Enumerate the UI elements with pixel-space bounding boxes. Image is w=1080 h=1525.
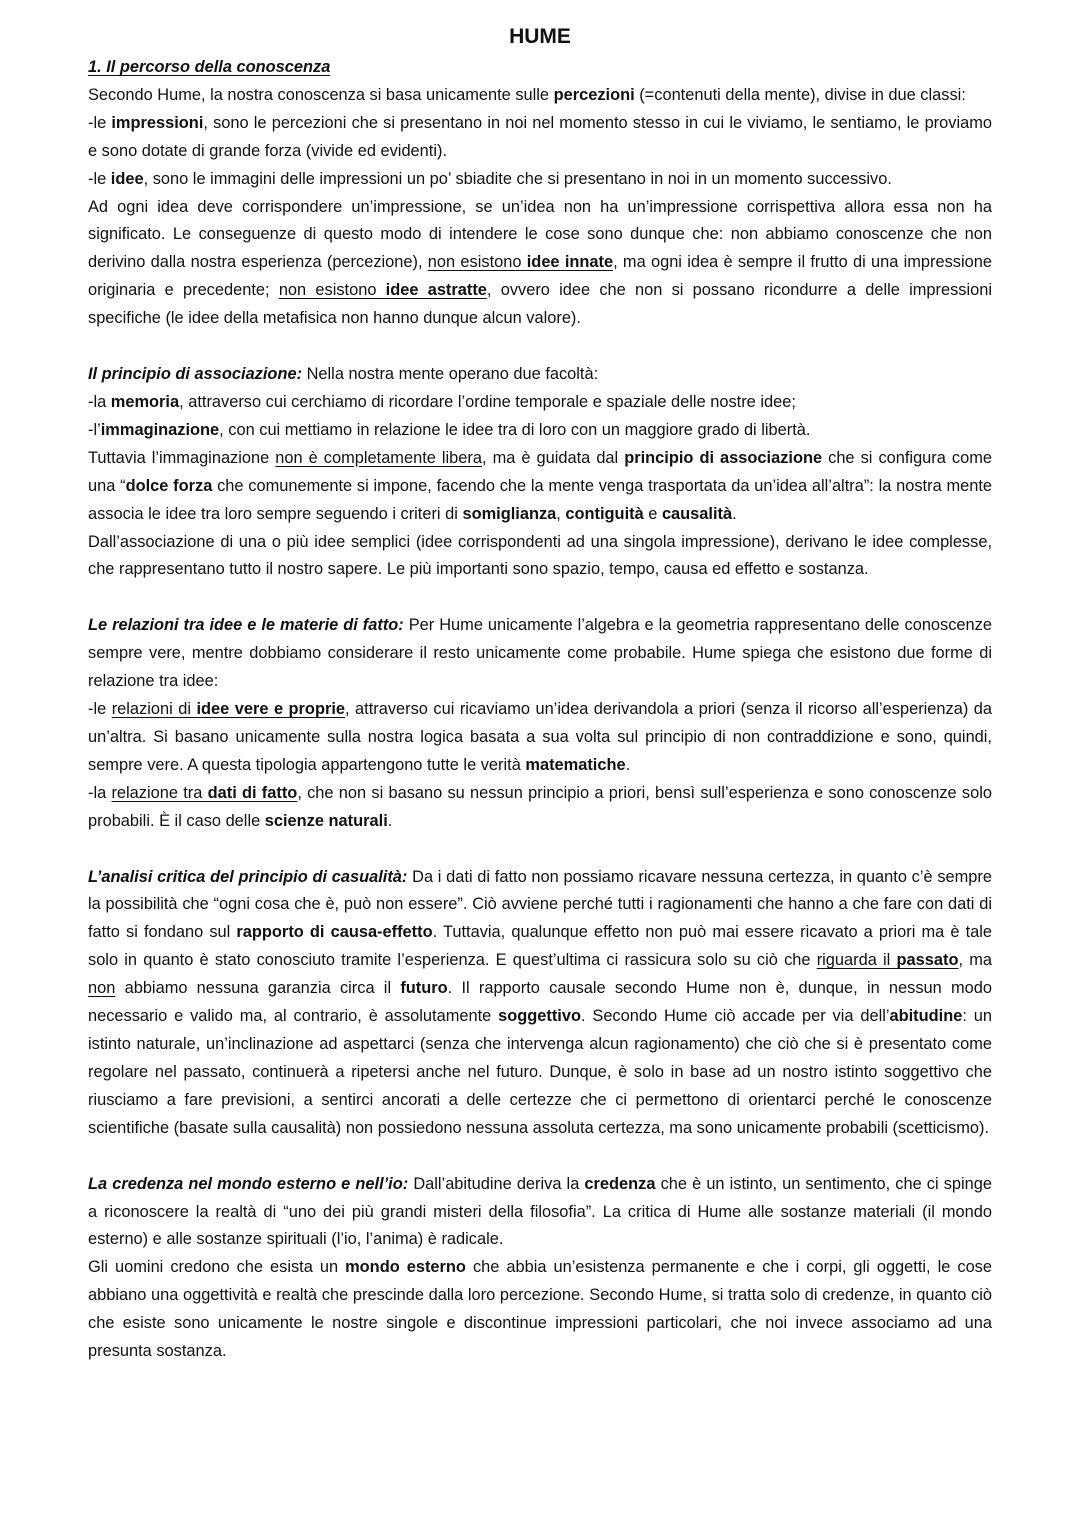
paragraph: -la memoria, attraverso cui cerchiamo di ricordare l’ordine temporale e spaziale delle nostre idee;: [88, 392, 796, 411]
paragraph: -l’immaginazione, con cui mettiamo in relazione le idee tra di loro con un maggiore grado di libertà.: [88, 420, 811, 439]
keyword-impressioni: impressioni: [111, 113, 204, 132]
paragraph: Ad ogni idea deve corrispondere un’impressione, se un’idea non ha un’impressione corrispettiva allora essa non ha significato. Le conseguenze di questo modo di intendere le cose sono dunque che: non abbiamo conoscenze che non derivino dalla nostra esperienza (percezione), non esistono idee innate, ma ogni idea è sempre il frutto di una impressione originaria e precedente; non esistono idee astratte, ovvero idee che non si possano ricondurre a delle impressioni specifiche (le idee della metafisica non hanno dunque alcun valore).: [88, 197, 992, 328]
paragraph: -le impressioni, sono le percezioni che si presentano in noi nel momento stesso in cui le viviamo, le sentiamo, le proviamo e sono dotate di grande forza (vivide ed evidenti).: [88, 113, 992, 160]
paragraph: L’analisi critica del principio di casualità: Da i dati di fatto non possiamo ricavare nessuna certezza, in quanto c’è sempre la possibilità che “ogni cosa che è, può non essere”. Ciò avviene perché tutti i ragionamenti che hanno a che fare con dati di fatto si fondano sul rapporto di causa-effetto. Tuttavia, qualunque effetto non può mai essere ricavato a priori ma è tale solo in quanto è stato conosciuto tramite l’esperienza. E quest’ultima ci rassicura solo su ciò che riguarda il passato, ma non abbiamo nessuna garanzia circa il futuro. Il rapporto causale secondo Hume non è, dunque, in nessun modo necessario e valido ma, al contrario, è assolutamente soggettivo. Secondo Hume ciò accade per via dell’abitudine: un istinto naturale, un’inclinazione ad aspettarci (senza che intervenga alcun ragionamento) che ciò che si è presentato come regolare nel passato, continuerà a ripetersi anche nel futuro. Dunque, è solo in base ad un nostro istinto soggettivo che riusciamo a fare previsioni, a sentirci ancorati a delle certezze che ci permettono di orientarci perché le conoscenze scientifiche (basate sulla causalità) non possiedono nessuna assoluta certezza, ma sono unicamente probabili (scetticismo).: [88, 867, 993, 1137]
paragraph: Le relazioni tra idee e le materie di fatto: Per Hume unicamente l’algebra e la geometria rappresentano delle conoscenze sempre vere, mentre dobbiamo considerare il resto unicamente come probabile. Hume spiega che esistono due forme di relazione tra idee:: [88, 616, 992, 691]
keyword-percezioni: percezioni: [553, 85, 635, 104]
paragraph: La credenza nel mondo esterno e nell’io: Dall’abitudine deriva la credenza che è un istinto, un sentimento, che ci spinge a riconoscere la realtà di “uno dei più grandi misteri della filosofia”. La critica di Hume alle sostanze materiali (il mondo esterno) e alle sostanze spirituali (l’io, l’anima) è radicale.: [88, 1174, 993, 1249]
paragraph: Tuttavia l’immaginazione non è completamente libera, ma è guidata dal principio di associazione che si configura come una “dolce forza che comunemente si impone, facendo che la mente venga trasportata da un’idea all’altra”: la nostra mente associa le idee tra loro sempre seguendo i criteri di somiglianza, contiguità e causalità.: [88, 448, 993, 523]
paragraph: Secondo Hume, la nostra conoscenza si basa unicamente sulle percezioni (=contenuti della mente), divise in due classi:: [88, 85, 966, 104]
paragraph: -la relazione tra dati di fatto, che non si basano su nessun principio a priori, bensì sull’esperienza e sono conoscenze solo probabili. È il caso delle scienze naturali.: [88, 783, 992, 830]
spacer: [88, 584, 992, 612]
section-heading-relazioni: Le relazioni tra idee e le materie di fatto:: [88, 616, 404, 635]
keyword-immaginazione: immaginazione: [100, 420, 220, 439]
paragraph: Il principio di associazione: Nella nostra mente operano due facoltà:: [88, 365, 599, 384]
keyword-idee: idee: [110, 169, 144, 188]
keyword-memoria: memoria: [110, 392, 180, 411]
paragraph: -le relazioni di idee vere e proprie, attraverso cui ricaviamo un’idea derivandola a priori (senza il ricorso all’esperienza) da un’altra. Si basano unicamente sulla nostra logica basata a sua volta sul principio di non contraddizione e sono, quindi, sempre vere. A questa tipologia appartengono tutte le verità matematiche.: [88, 700, 993, 774]
page-title: HUME: [509, 25, 571, 48]
section-heading-associazione: Il principio di associazione:: [88, 365, 303, 384]
spacer: [88, 1143, 992, 1171]
section-heading-causalita: L’analisi critica del principio di casualità:: [88, 867, 408, 886]
paragraph: Gli uomini credono che esista un mondo esterno che abbia un’esistenza permanente e che i corpi, gli oggetti, le cose abbiano una oggettività e realtà che prescinde dalla loro percezione. Secondo Hume, si tratta solo di credenze, in quanto ciò che esiste sono unicamente le nostre singole e discontinue impressioni particolari, che noi invece associamo ad una presunta sostanza.: [88, 1258, 992, 1361]
keyword-idee-astratte: idee astratte: [385, 281, 487, 300]
section-heading-percorso: 1. Il percorso della conoscenza: [88, 58, 331, 76]
paragraph: Dall’associazione di una o più idee semplici (idee corrispondenti ad una singola impressione), derivano le idee complesse, che rappresentano tutto il nostro sapere. Le più importanti sono spazio, tempo, causa ed effetto e sostanza.: [88, 532, 992, 579]
paragraph: -le idee, sono le immagini delle impressioni un po’ sbiadite che si presentano in noi in un momento successivo.: [88, 169, 892, 188]
spacer: [88, 836, 992, 864]
keyword-idee-innate: idee innate: [526, 253, 614, 272]
section-heading-credenza: La credenza nel mondo esterno e nell’io:: [88, 1174, 409, 1193]
spacer: [88, 333, 992, 361]
